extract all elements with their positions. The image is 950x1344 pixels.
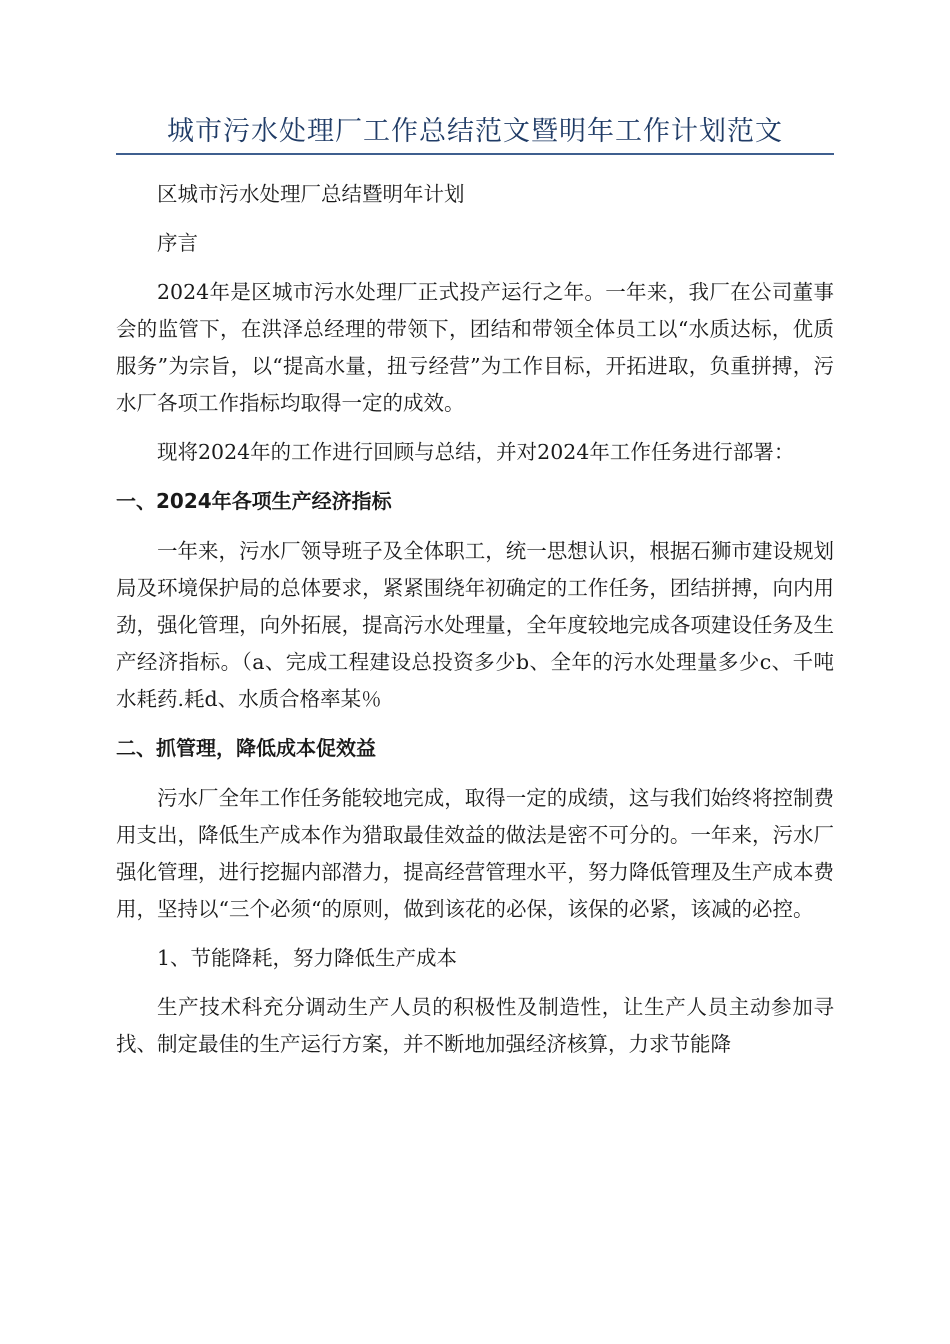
preface-label: 序言 xyxy=(157,231,198,255)
section-2-heading: 二、抓管理，降低成本促效益 xyxy=(116,736,376,760)
title-underline xyxy=(116,153,834,155)
intro-paragraph: 2024年是区城市污水处理厂正式投产运行之年。一年来，我厂在公司董事会的监管下，在洪泽总经理的带领下，团结和带领全体员工以“水质达标，优质服务”为宗旨，以“提高水量，扭亏经营”为工作目标，开拓进取，负重拼搏，污水厂各项工作指标均取得一定的成效。 xyxy=(116,280,834,415)
document-body xyxy=(116,176,834,1075)
section-2-paragraph: 污水厂全年工作任务能较地完成，取得一定的成绩，这与我们始终将控制费用支出，降低生产成本作为猎取最佳效益的做法是密不可分的。一年来，污水厂强化管理，进行挖掘内部潜力，提高经营管理水平，努力降低管理及生产成本费用，坚持以“三个必须“的原则，做到该花的必保，该保的必紧，该减的必控。 xyxy=(116,786,834,921)
section-2-sub-paragraph: 生产技术科充分调动生产人员的积极性及制造性，让生产人员主动参加寻找、制定最佳的生产运行方案，并不断地加强经济核算，力求节能降 xyxy=(116,995,834,1056)
review-paragraph: 现将2024年的工作进行回顾与总结，并对2024年工作任务进行部署： xyxy=(157,440,795,464)
subtitle-paragraph: 区城市污水处理厂总结暨明年计划 xyxy=(157,182,465,206)
section-2-subheading: 1、节能降耗，努力降低生产成本 xyxy=(157,946,458,970)
section-1-paragraph: 一年来，污水厂领导班子及全体职工，统一思想认识，根据石狮市建设规划局及环境保护局的总体要求，紧紧围绕年初确定的工作任务，团结拼搏，向内用劲，强化管理，向外拓展，提高污水处理量，全年度较地完成各项建设任务及生产经济指标。（a、完成工程建设总投资多少b、全年的污水处理量多少c、千吨水耗药.耗d、水质合格率某％ xyxy=(116,539,834,711)
document-title: 城市污水处理厂工作总结范文暨明年工作计划范文 xyxy=(167,116,783,147)
section-1-heading: 一、2024年各项生产经济指标 xyxy=(116,489,392,513)
